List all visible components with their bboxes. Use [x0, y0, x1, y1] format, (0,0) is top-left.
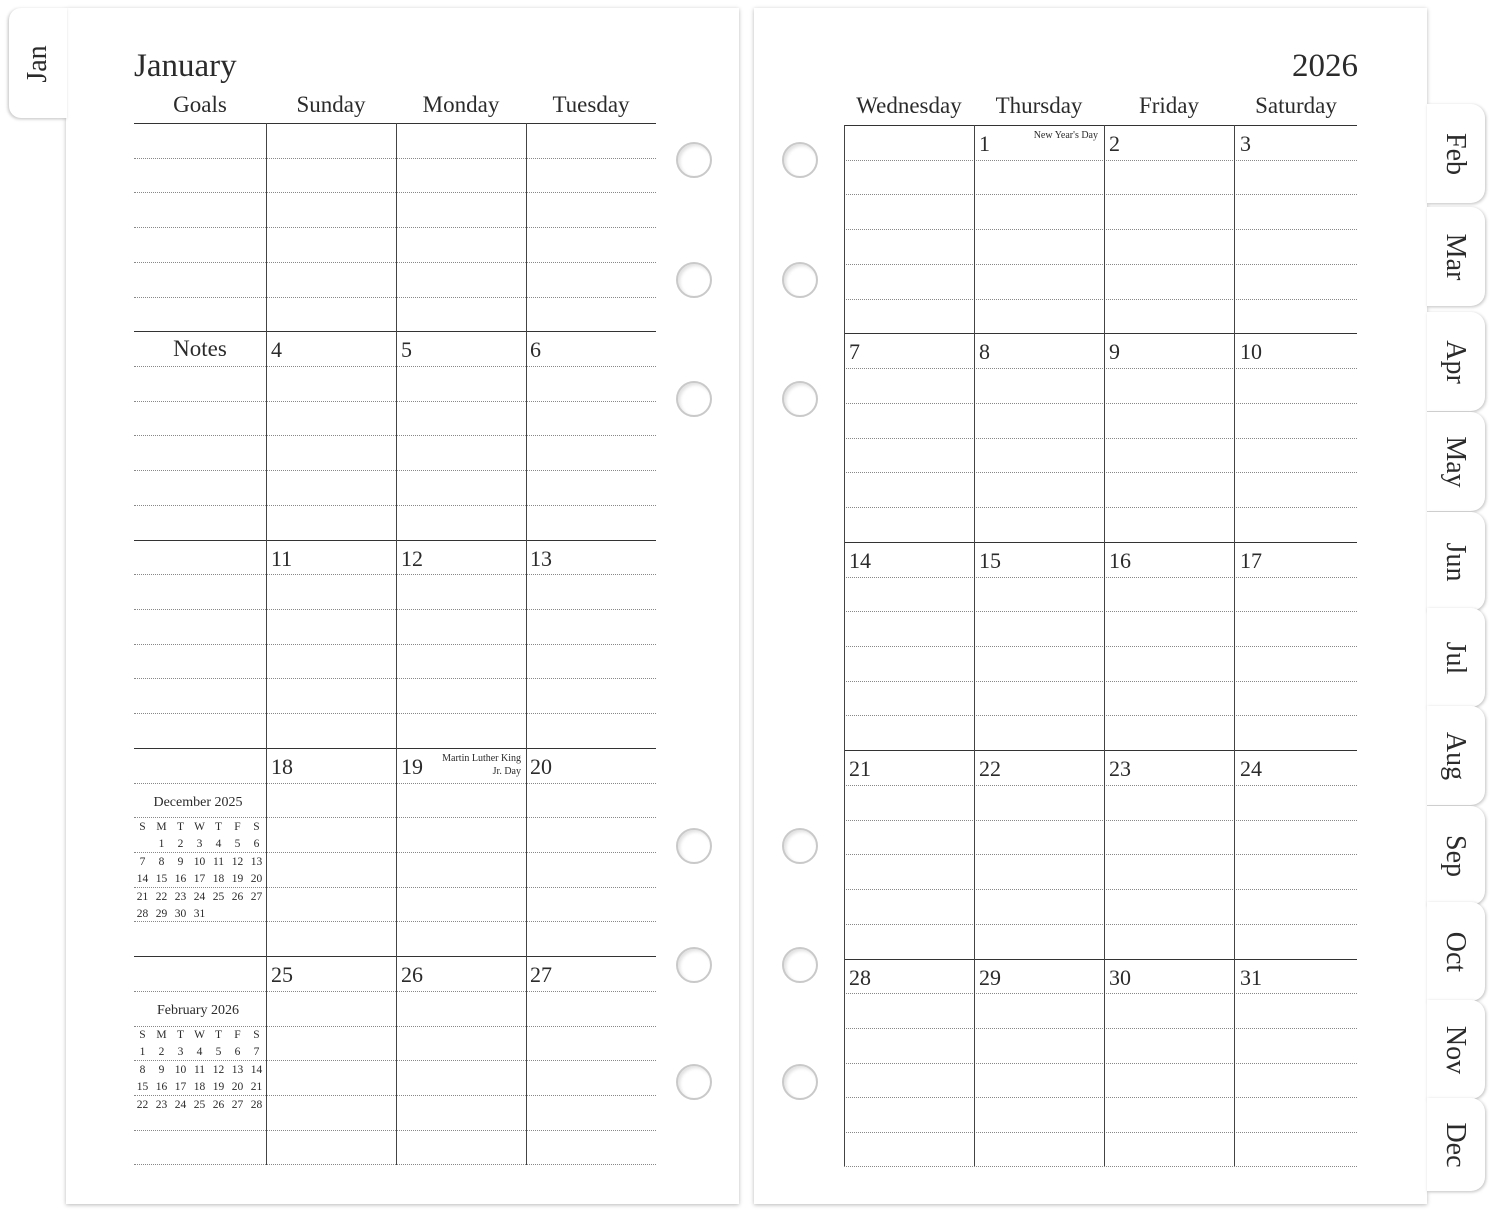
right-writing-line [844, 820, 1357, 821]
left-writing-line [134, 609, 656, 610]
day-number: 27 [530, 962, 552, 988]
right-week-line [844, 542, 1357, 543]
right-bottom-line [844, 1166, 1357, 1167]
tab-nov[interactable] [1427, 1000, 1485, 1099]
tab-jan-label: Jan [22, 45, 53, 83]
left-writing-line [134, 297, 656, 298]
left-column-divider [526, 123, 527, 1165]
tab-oct-label: Oct [1440, 931, 1471, 972]
holiday-new-years-day: New Year's Day [1033, 130, 1098, 141]
right-writing-line [844, 646, 1357, 647]
binder-hole [782, 381, 818, 417]
column-header-sunday: Sunday [296, 92, 366, 117]
left-writing-line [134, 505, 656, 506]
mini-day: 28 [250, 1098, 263, 1111]
left-writing-line [134, 158, 656, 159]
mini-day: 13 [250, 855, 263, 868]
left-writing-line [134, 644, 656, 645]
day-number: 4 [271, 337, 282, 363]
mini-day: 2 [177, 838, 184, 850]
mini-day: 21 [250, 1081, 263, 1093]
right-writing-line [844, 507, 1357, 508]
day-number: 21 [849, 756, 871, 782]
mini-day: 24 [193, 890, 206, 903]
left-writing-line [134, 1095, 656, 1096]
tab-aug[interactable] [1427, 706, 1485, 805]
mini-day: 23 [155, 1098, 168, 1111]
mini-day: 1 [139, 1046, 146, 1058]
mini-day: 12 [212, 1063, 225, 1076]
column-header-goals: Goals [173, 92, 227, 117]
mini-weekday-label: S [139, 1029, 146, 1041]
day-number: 31 [1240, 964, 1262, 990]
tab-jun[interactable] [1427, 512, 1485, 611]
right-writing-line [844, 229, 1357, 230]
mini-weekday-label: S [253, 1029, 260, 1041]
left-writing-line [134, 401, 656, 402]
day-number: 2 [1109, 131, 1120, 156]
mini-day: 17 [174, 1081, 187, 1093]
tab-feb-label: Feb [1440, 132, 1471, 175]
mini-weekday-label: T [176, 1029, 185, 1041]
right-writing-line [844, 924, 1357, 925]
day-number: 22 [979, 756, 1001, 782]
mini-day: 16 [174, 873, 187, 885]
mini-day: 9 [158, 1063, 165, 1076]
mini-calendar-title: February 2026 [156, 1003, 240, 1018]
tab-apr[interactable] [1427, 312, 1485, 411]
column-header-wednesday: Wednesday [856, 93, 962, 118]
mini-weekday-label: W [194, 1029, 205, 1041]
right-week-line [844, 959, 1357, 960]
column-header-monday: Monday [422, 92, 500, 117]
mini-day: 3 [177, 1046, 184, 1058]
tab-apr-label: Apr [1440, 339, 1471, 384]
day-number: 12 [401, 545, 423, 571]
mini-weekday-label: S [253, 821, 260, 833]
mini-day: 20 [231, 1081, 244, 1093]
left-writing-line [134, 1060, 656, 1061]
mini-day: 14 [250, 1063, 263, 1076]
mini-day: 3 [196, 838, 203, 850]
tab-sep[interactable] [1427, 806, 1485, 905]
mini-day: 22 [155, 890, 168, 903]
left-writing-line [134, 1130, 656, 1131]
mini-day: 27 [231, 1098, 244, 1111]
tab-nov-label: Nov [1440, 1025, 1471, 1074]
tab-dec-label: Dec [1440, 1121, 1471, 1168]
tab-jul[interactable] [1427, 608, 1485, 707]
right-writing-line [844, 577, 1357, 578]
mini-day: 5 [215, 1046, 222, 1058]
mini-day: 23 [174, 890, 187, 903]
left-writing-line [134, 366, 656, 367]
mini-weekday-label: M [156, 1029, 167, 1041]
notes-label: Notes [173, 336, 227, 361]
right-writing-line [844, 611, 1357, 612]
mini-day: 20 [250, 873, 263, 885]
mini-day: 18 [212, 873, 225, 885]
tab-dec[interactable] [1427, 1098, 1485, 1191]
right-column-divider [844, 125, 845, 1167]
mini-day: 25 [193, 1098, 206, 1111]
day-number: 7 [849, 339, 860, 365]
right-week-line [844, 125, 1357, 126]
day-number: 10 [1240, 339, 1262, 365]
mini-day: 26 [212, 1098, 225, 1111]
mini-day: 18 [193, 1081, 206, 1093]
day-number: 19 [401, 753, 423, 779]
left-writing-line [134, 574, 656, 575]
tab-jun-label: Jun [1440, 542, 1471, 581]
binder-hole [676, 828, 712, 864]
binder-hole [676, 1064, 712, 1100]
right-writing-line [844, 264, 1357, 265]
mini-day: 24 [174, 1098, 187, 1111]
day-number: 16 [1109, 547, 1131, 573]
mini-weekday-label: T [214, 821, 223, 833]
holiday-mlk-line2: Jr. Day [492, 766, 521, 777]
mini-day: 10 [174, 1063, 187, 1076]
right-planner-page [754, 8, 1427, 1204]
mini-day: 8 [139, 1063, 146, 1076]
mini-day: 11 [193, 1063, 206, 1076]
mini-day: 22 [136, 1098, 149, 1111]
binder-hole [676, 947, 712, 983]
right-writing-line [844, 1097, 1357, 1098]
left-writing-line [134, 678, 656, 679]
day-number: 6 [530, 337, 541, 363]
binder-hole [782, 262, 818, 298]
mini-day: 9 [177, 855, 184, 868]
mini-day: 25 [212, 890, 225, 903]
column-header-thursday: Thursday [995, 93, 1083, 118]
left-writing-line [134, 713, 656, 714]
left-writing-line [134, 887, 656, 888]
day-number: 5 [401, 337, 412, 363]
left-writing-line [134, 470, 656, 471]
mini-day: 26 [231, 890, 244, 903]
left-writing-line [134, 783, 656, 784]
mini-day: 8 [158, 855, 165, 868]
day-number: 14 [849, 547, 871, 573]
right-writing-line [844, 194, 1357, 195]
holiday-mlk-line1: Martin Luther King [442, 753, 521, 764]
day-number: 24 [1240, 756, 1262, 782]
mini-day: 15 [155, 873, 168, 885]
mini-day: 31 [193, 908, 206, 920]
day-number: 18 [271, 753, 293, 779]
right-writing-line [844, 438, 1357, 439]
mini-day: 30 [174, 908, 187, 920]
day-number: 28 [849, 964, 871, 990]
right-writing-line [844, 681, 1357, 682]
left-writing-line [134, 262, 656, 263]
mini-day: 4 [215, 838, 222, 850]
mini-weekday-label: F [234, 1029, 241, 1041]
day-number: 17 [1240, 547, 1262, 573]
mini-day: 27 [250, 890, 263, 903]
tab-mar[interactable] [1427, 207, 1485, 306]
right-week-line [844, 333, 1357, 334]
day-number: 1 [979, 131, 990, 156]
tab-feb[interactable] [1427, 104, 1485, 203]
right-column-divider [1234, 125, 1235, 1167]
right-writing-line [844, 472, 1357, 473]
left-week-line [134, 331, 656, 332]
day-number: 29 [979, 964, 1001, 990]
mini-day: 12 [231, 855, 244, 868]
mini-day: 10 [193, 855, 206, 868]
mini-day: 21 [136, 890, 149, 903]
mini-weekday-label: W [194, 821, 205, 833]
mini-day: 29 [155, 908, 168, 920]
left-week-line [134, 540, 656, 541]
mini-weekday-label: S [139, 821, 146, 833]
left-writing-line [134, 227, 656, 228]
left-week-line [134, 748, 656, 749]
right-writing-line [844, 403, 1357, 404]
mini-day: 19 [231, 873, 244, 885]
left-writing-line [134, 817, 656, 818]
binder-hole [676, 262, 712, 298]
binder-hole [782, 142, 818, 178]
mini-day: 6 [234, 1046, 241, 1058]
right-writing-line [844, 368, 1357, 369]
left-week-line [134, 123, 656, 124]
mini-day: 7 [139, 855, 146, 868]
day-number: 8 [979, 339, 990, 365]
day-number: 3 [1240, 131, 1251, 156]
tab-oct[interactable] [1427, 902, 1485, 1001]
left-bottom-line [134, 1164, 656, 1165]
day-number: 13 [530, 545, 552, 571]
tab-jan[interactable] [9, 8, 67, 118]
mini-day: 19 [212, 1081, 225, 1093]
mini-day: 13 [231, 1063, 244, 1076]
mini-weekday-label: M [156, 821, 167, 833]
tab-may[interactable] [1427, 412, 1485, 511]
left-column-divider [396, 123, 397, 1165]
left-writing-line [134, 192, 656, 193]
day-number: 26 [401, 962, 423, 988]
binder-hole [782, 828, 818, 864]
day-number: 15 [979, 547, 1001, 573]
mini-day: 15 [136, 1081, 149, 1093]
column-header-saturday: Saturday [1255, 93, 1337, 118]
right-writing-line [844, 299, 1357, 300]
tab-aug-label: Aug [1440, 731, 1471, 780]
left-writing-line [134, 991, 656, 992]
mini-day: 7 [253, 1046, 260, 1058]
tab-sep-label: Sep [1440, 834, 1471, 877]
right-column-divider [1104, 125, 1105, 1167]
tab-mar-label: Mar [1440, 233, 1471, 280]
mini-day: 16 [155, 1081, 168, 1093]
left-writing-line [134, 852, 656, 853]
right-writing-line [844, 785, 1357, 786]
day-number: 9 [1109, 339, 1120, 365]
right-writing-line [844, 993, 1357, 994]
mini-day: 14 [136, 873, 149, 885]
day-number: 25 [271, 962, 293, 988]
left-writing-line [134, 1026, 656, 1027]
mini-day: 1 [158, 838, 165, 850]
mini-day: 17 [193, 873, 206, 885]
day-number: 30 [1109, 964, 1131, 990]
left-week-line [134, 956, 656, 957]
binder-hole [676, 142, 712, 178]
mini-day: 5 [234, 838, 241, 850]
left-planner-page [66, 8, 739, 1204]
right-writing-line [844, 889, 1357, 890]
right-writing-line [844, 1063, 1357, 1064]
binder-hole [782, 947, 818, 983]
mini-day: 6 [253, 838, 260, 850]
day-number: 23 [1109, 756, 1131, 782]
right-writing-line [844, 1132, 1357, 1133]
column-header-tuesday: Tuesday [552, 92, 630, 117]
mini-weekday-label: F [234, 821, 241, 833]
mini-calendar-title: December 2025 [153, 795, 243, 810]
left-writing-line [134, 435, 656, 436]
tab-jul-label: Jul [1440, 641, 1471, 674]
mini-day: 28 [136, 908, 149, 920]
right-writing-line [844, 160, 1357, 161]
binder-hole [782, 1064, 818, 1100]
right-writing-line [844, 715, 1357, 716]
month-title: January [134, 48, 237, 84]
mini-day: 4 [196, 1046, 203, 1058]
mini-day: 2 [158, 1046, 165, 1058]
mini-day: 11 [212, 855, 225, 868]
mini-weekday-label: T [214, 1029, 223, 1041]
tab-may-label: May [1440, 435, 1471, 488]
right-writing-line [844, 854, 1357, 855]
right-writing-line [844, 1028, 1357, 1029]
year-title: 2026 [1292, 48, 1358, 84]
binder-hole [676, 381, 712, 417]
left-writing-line [134, 921, 656, 922]
mini-weekday-label: T [176, 821, 185, 833]
right-week-line [844, 750, 1357, 751]
day-number: 20 [530, 753, 552, 779]
holiday-mlk [430, 752, 521, 778]
column-header-friday: Friday [1138, 93, 1200, 118]
right-column-divider [974, 125, 975, 1167]
day-number: 11 [271, 545, 293, 571]
